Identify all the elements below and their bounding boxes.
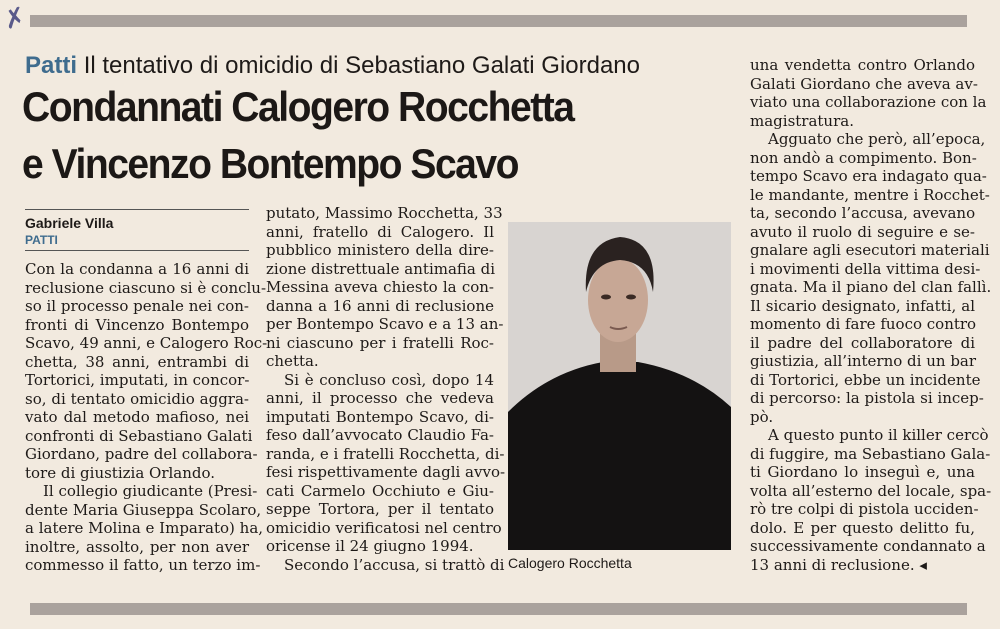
text-line: tore di giustizia Orlando. — [25, 463, 216, 482]
text-line: danna a 16 anni di reclusione — [266, 296, 494, 315]
text-line: pubblico ministero della dire- — [266, 241, 494, 259]
text-line: Scavo, 49 anni, e Calogero Roc- — [25, 334, 268, 352]
kicker-text: Il tentativo di omicidio di Sebastiano Galati Giordano — [83, 52, 640, 79]
portrait-photo — [508, 222, 731, 550]
text-line: momento di fare fuoco contro — [750, 315, 977, 333]
text-line: Tortorici, imputati, in concor- — [25, 371, 250, 389]
text-line: vato dal metodo mafioso, nei — [25, 408, 249, 426]
article-column-2 — [266, 204, 506, 574]
text-line: chetta, 38 anni, entrambi di — [25, 352, 249, 371]
byline — [25, 209, 249, 251]
text-line: rò tre colpi di pistola ucciden- — [750, 500, 979, 518]
text-line: imputati Bontempo Scavo, di- — [266, 407, 494, 426]
text-line: di fuggire, ma Sebastiano Gala- — [750, 444, 991, 463]
text-line: le mandante, mentre i Rocchet- — [750, 185, 990, 204]
text-line: reclusione ciascuno si è conclu- — [25, 278, 267, 297]
text-line: Giordano, padre del collabora- — [25, 445, 258, 463]
text-line: successivamente condannato a — [750, 537, 986, 555]
handwritten-mark: ✗ — [0, 1, 30, 37]
text-line: tempo Scavo era indagato qua- — [750, 167, 987, 185]
text-line: gnata. Ma il piano del clan fallì. — [750, 278, 992, 296]
text-line: di percorso: la pistola si incep- — [750, 389, 984, 407]
dateline: PATTI — [25, 233, 58, 247]
headline-line-2: e Vincenzo Bontempo Scavo — [22, 140, 519, 187]
text-line: anni, fratello di Calogero. Il — [266, 222, 494, 241]
text-line: commesso il fatto, un terzo im- — [25, 556, 261, 574]
article-column-1 — [25, 260, 268, 575]
text-line: viato una collaborazione con la — [750, 93, 987, 111]
text-line: seppe Tortora, per il tentato — [266, 500, 494, 518]
text-line: randa, e i fratelli Rocchetta, di- — [266, 444, 505, 463]
text-line: fesi rispettivamente dagli avvo- — [266, 463, 506, 481]
text-line: Galati Giordano che aveva av- — [750, 74, 978, 93]
text-line: fronti di Vincenzo Bontempo — [25, 315, 249, 334]
kicker — [25, 52, 640, 80]
text-line: Con la condanna a 16 anni di — [25, 260, 249, 278]
text-line: cati Carmelo Occhiuto e Giu- — [266, 481, 494, 500]
text-line: A questo punto il killer cercò — [768, 426, 989, 444]
text-line: il padre del collaboratore di — [750, 333, 975, 352]
text-line: anni, il processo che vedeva — [266, 389, 494, 407]
text-line: Il collegio giudicante (Presi- — [43, 482, 258, 500]
text-line: ni ciascuno per i fratelli Roc- — [266, 333, 494, 352]
text-line: Secondo l’accusa, si trattò di — [284, 555, 505, 574]
text-line: a latere Molina e Imparato) ha, — [25, 519, 264, 537]
photo-caption: Calogero Rocchetta — [508, 555, 632, 571]
text-line: confronti di Sebastiano Galati — [25, 426, 253, 445]
text-line: so il processo penale nei con- — [25, 297, 249, 315]
text-line: magistratura. — [750, 111, 854, 130]
author: Gabriele Villa — [25, 215, 114, 231]
text-line: pò. — [750, 407, 774, 426]
text-line: giustizia, all’interno di un bar — [750, 352, 977, 370]
text-line: chetta. — [266, 352, 319, 370]
article-column-3 — [750, 56, 992, 574]
text-line: feso dall’avvocato Claudio Fa- — [266, 426, 494, 444]
text-line: oricense il 24 giugno 1994. — [266, 537, 474, 555]
text-line: Si è concluso così, dopo 14 — [284, 370, 494, 389]
text-line: Agguato che però, all’epoca, — [768, 130, 986, 148]
text-line: una vendetta contro Orlando — [750, 56, 975, 74]
text-line: zione distrettuale antimafia di — [266, 259, 496, 278]
text-line: dolo. E per questo delitto fu, — [750, 518, 975, 537]
headline-line-1: Condannati Calogero Rocchetta — [22, 83, 574, 130]
text-line: ta, secondo l’accusa, avevano — [750, 204, 976, 222]
text-line: per Bontempo Scavo e a 13 an- — [266, 315, 504, 333]
text-line: 13 anni di reclusione. ◂ — [750, 555, 927, 574]
text-line: gnalare agli esecutori materiali — [750, 241, 990, 259]
text-line: Messina aveva chiesto la con- — [266, 278, 494, 296]
text-line: inoltre, assolto, per non aver — [25, 537, 249, 556]
text-line: omicidio verificatosi nel centro — [266, 518, 502, 537]
text-line: ti Giordano lo inseguì e, una — [750, 463, 975, 481]
text-line: volta all’esterno del locale, spa- — [750, 481, 992, 500]
text-line: Il sicario designato, infatti, al — [750, 296, 975, 315]
bottom-rule — [30, 603, 967, 615]
text-line: di Tortorici, ebbe un incidente — [750, 370, 981, 389]
text-line: dente Maria Giuseppa Scolaro, — [25, 500, 262, 519]
text-line: putato, Massimo Rocchetta, 33 — [266, 204, 503, 222]
kicker-place: Patti — [25, 52, 78, 79]
top-rule — [30, 15, 967, 27]
text-line: so, di tentato omicidio aggra- — [25, 389, 249, 408]
text-line: avuto il ruolo di seguire e se- — [750, 222, 975, 241]
text-line: i movimenti della vittima desi- — [750, 259, 981, 278]
text-line: non andò a compimento. Bon- — [750, 148, 977, 167]
